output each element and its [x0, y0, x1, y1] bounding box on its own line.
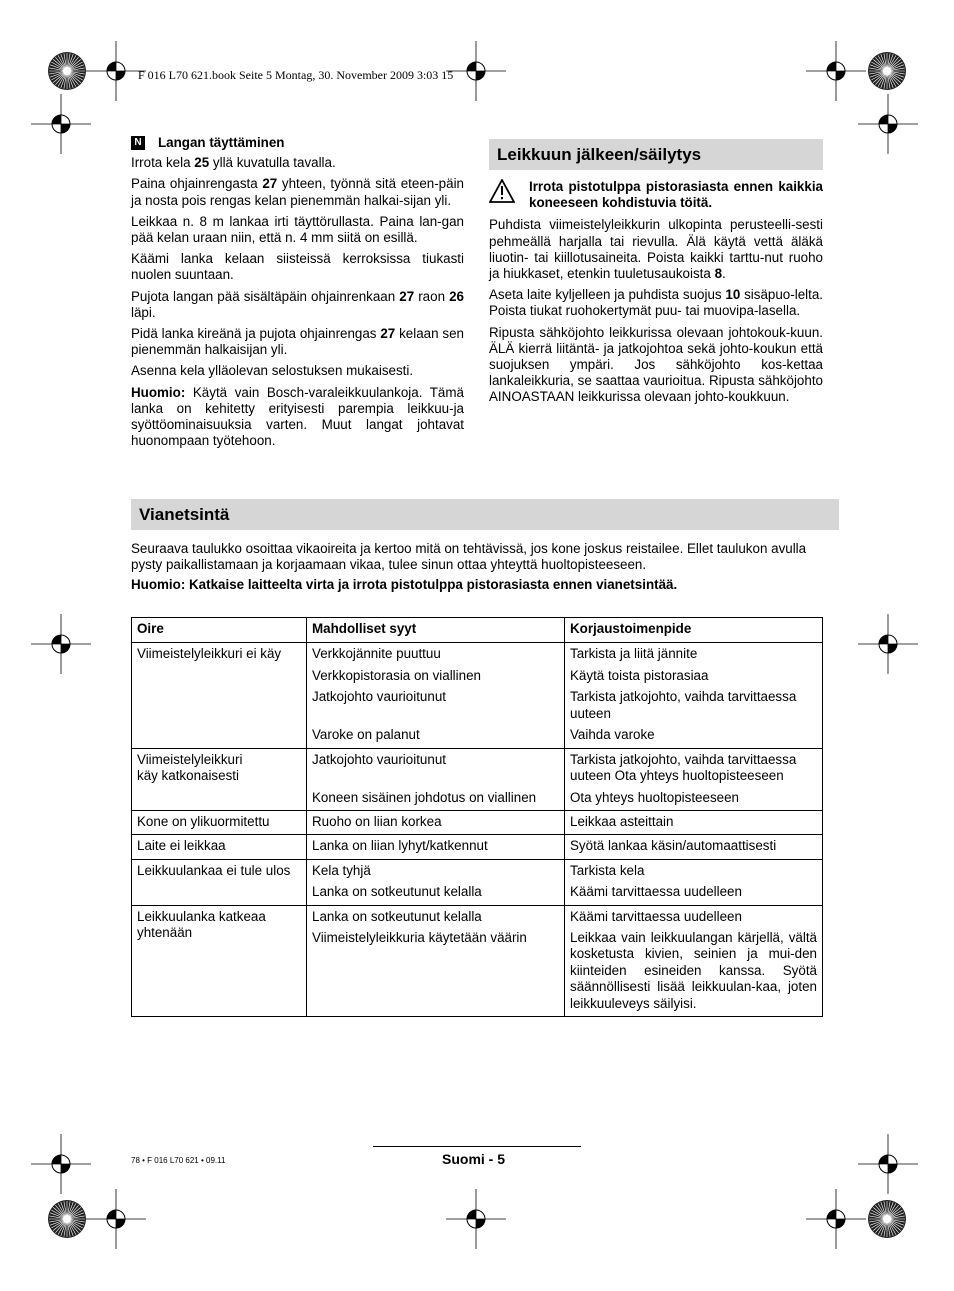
paragraph: [131, 385, 464, 450]
remedy-line: Tarkista kela: [570, 862, 645, 878]
text-run: Irrota kela: [131, 155, 195, 171]
page-number: Suomi - 5: [442, 1151, 506, 1167]
footer-rule: [373, 1146, 581, 1147]
cause-cell: [307, 643, 565, 748]
table-row: [132, 643, 823, 748]
warning-block: [489, 179, 823, 211]
crosshair-mark: [31, 1134, 91, 1194]
paragraph: [131, 363, 464, 379]
cause-line: Kela tyhjä: [312, 862, 371, 878]
table-header-row: [132, 618, 823, 643]
text-run: Asenna kela ylläolevan selostuksen mukaisesti.: [131, 363, 414, 379]
subheading: [131, 135, 464, 151]
text-run: Ripusta sähköjohto leikkurissa olevaan johtokouk-kuun. ÄLÄ kierrä liitäntä- ja jatkojohtoa sekä johto-koukun että suojuksen ympäri. Jos sähköjohto kos-kettaa lankaleikkuria, se saattaa vaurioitua. Ripusta sähköjohto AINOASTAAN leikkurissa olevaan johto-koukkuun.: [489, 324, 823, 405]
cause-line: Lanka on sotkeutunut kelalla: [312, 884, 482, 900]
remedy-line: Tarkista jatkojohto, vaihda tarvittaessa uuteen: [570, 689, 797, 721]
text-run: Aseta laite kyljelleen ja puhdista suojus: [489, 287, 726, 303]
cause-line: Verkkojännite puuttuu: [312, 646, 441, 662]
table-row: [132, 859, 823, 905]
cause-line: Koneen sisäinen johdotus on viallinen: [312, 789, 537, 805]
remedy-line: Käämi tarvittaessa uudelleen: [570, 884, 742, 900]
cause-line: Varoke on palanut: [312, 727, 420, 743]
remedy-line: Tarkista jatkojohto, vaihda tarvittaessa uuteen Ota yhteys huoltopisteeseen: [570, 751, 797, 784]
bold-ref: 27: [399, 288, 415, 304]
warning-text: Irrota pistotulppa pistorasiasta ennen kaikkia koneeseen kohdistuvia töitä.: [529, 179, 823, 211]
remedy-cell: [565, 643, 823, 748]
text-run: Käytä vain Bosch-varaleikkuulankoja. Tämä lanka on kehitetty erityisesti parempia leikkuu-ja syöttöominaisuuksia varten. Muut langat johtavat huonompaan työtehoon.: [131, 384, 464, 449]
remedy-line: Leikkaa asteittain: [570, 814, 674, 830]
table-row: [132, 811, 823, 835]
remedy-cell: [565, 811, 823, 835]
paragraph: [489, 287, 823, 319]
remedy-cell: [565, 859, 823, 905]
crosshair-mark: [86, 1189, 146, 1249]
symptom-cell: Leikkuulanka katkeaa yhtenään: [132, 905, 307, 1016]
subheading-text: Langan täyttäminen: [158, 135, 285, 150]
crosshair-mark: [31, 614, 91, 674]
text-run: raon: [414, 288, 450, 304]
symptom-cell: Leikkuulankaa ei tule ulos: [132, 859, 307, 905]
text-run: yhteen, työnnä sitä eteen-päin ja nosta pois rengas kelan pienemmän halkai-sijan yli.: [131, 176, 464, 208]
crosshair-mark: [446, 41, 506, 101]
paragraph: [131, 326, 464, 358]
register-target-icon: [47, 51, 87, 91]
symptom-cell: Laite ei leikkaa: [132, 835, 307, 859]
remedy-line: Käytä toista pistorasiaa: [570, 667, 709, 683]
warning-icon: [489, 179, 529, 211]
paragraph: [131, 289, 464, 321]
header-cell: Mahdolliset syyt: [307, 618, 565, 643]
symptom-cell: Viimeistelyleikkuri käy katkonaisesti: [132, 748, 307, 810]
text-run: Paina ohjainrengasta: [131, 176, 263, 192]
paragraphs: [489, 217, 823, 405]
troubleshooting-table: [131, 617, 823, 1017]
text-run: kelaan sen pienemmän halkaisijan yli.: [131, 326, 464, 358]
cause-cell: [307, 811, 565, 835]
text-run: Puhdista viimeistelyleikkurin ulkopinta perusteelli-sesti pehmeällä harjalla tai rievulla. Älä käytä vettä äläkä liuotin- tai kiillotusaineita. Poista kaikki tarttu-nut ruoho ja hiukkaset, etenkin tuuletusaukoista: [489, 217, 823, 282]
paragraph: [131, 214, 464, 246]
troubleshooting-intro: [131, 541, 823, 598]
text-run: Käämi lanka kelaan siisteissä kerroksissa tiukasti nuolen suuntaan.: [131, 251, 464, 283]
text-run: yllä kuvatulla tavalla.: [209, 155, 336, 171]
cause-cell: [307, 859, 565, 905]
bold-ref: 25: [194, 155, 210, 171]
cause-line: Verkkopistorasia on viallinen: [312, 667, 481, 683]
crosshair-mark: [858, 614, 918, 674]
remedy-line: Tarkista ja liitä jännite: [570, 646, 698, 662]
cause-line: Jatkojohto vaurioitunut: [312, 689, 446, 705]
bold-ref: 26: [449, 288, 464, 304]
crosshair-mark: [446, 1189, 506, 1249]
paragraph: [489, 217, 823, 282]
cause-line: Lanka on sotkeutunut kelalla: [312, 908, 482, 924]
bold-ref: 8: [714, 266, 723, 282]
bold-ref: 27: [262, 176, 278, 192]
text-run: .: [722, 266, 726, 282]
text-run: sisäpuo-lelta. Poista tiukat ruohokertymät puu- tai muovipa-lasella.: [489, 287, 824, 319]
remedy-line: Ota yhteys huoltopisteeseen: [570, 789, 739, 805]
paragraph: [131, 176, 464, 208]
table-row: [132, 748, 823, 810]
cause-cell: [307, 905, 565, 1016]
cause-line: Ruoho on liian korkea: [312, 814, 442, 830]
text-run: Pujota langan pää sisältäpäin ohjainrenkaan: [131, 288, 400, 304]
bold-ref: 10: [725, 287, 741, 303]
print-code: 78 • F 016 L70 621 • 09.11: [131, 1156, 226, 1165]
cause-cell: [307, 835, 565, 859]
remedy-cell: [565, 835, 823, 859]
remedy-cell: [565, 748, 823, 810]
paragraph: [131, 155, 464, 171]
table-row: [132, 835, 823, 859]
crosshair-mark: [806, 1189, 866, 1249]
symptom-cell: Viimeistelyleikkuri ei käy: [132, 643, 307, 748]
paragraph: [131, 251, 464, 283]
text-run: Leikkaa n. 8 m lankaa irti täyttörullasta. Paina lan-gan pää kelan uraan niin, että n. 4 mm siitä on esillä.: [131, 213, 464, 246]
register-target-icon: [867, 1199, 907, 1239]
section-title: Leikkuun jälkeen/säilytys: [489, 139, 823, 170]
troubleshooting-title: Vianetsintä: [131, 499, 839, 530]
register-target-icon: [47, 1199, 87, 1239]
crosshair-mark: [858, 94, 918, 154]
thread-refill-section: [131, 135, 464, 454]
section-marker: N: [131, 136, 145, 150]
cause-line: Lanka on liian lyhyt/katkennut: [312, 838, 488, 854]
after-use-section: [489, 139, 823, 411]
cause-line: Viimeistelyleikkuria käytetään väärin: [312, 930, 527, 946]
cause-line: Jatkojohto vaurioitunut: [312, 751, 446, 767]
crosshair-mark: [31, 94, 91, 154]
bold-ref: Huomio:: [131, 384, 186, 400]
remedy-line: Leikkaa vain leikkuulangan kärjellä, vältä kosketusta kivien, seinien ja mui-den kiinteiden esineiden kanssa. Syötä säännöllisesti lisää leikkuulan-kaa, joten leikkuuleveys säilyisi.: [570, 930, 817, 1011]
register-target-icon: [867, 51, 907, 91]
crosshair-mark: [806, 41, 866, 101]
table-row: [132, 905, 823, 1016]
crosshair-mark: [86, 41, 146, 101]
paragraphs: [131, 155, 464, 449]
text-run: Pidä lanka kireänä ja pujota ohjainrengas: [131, 326, 381, 342]
remedy-cell: [565, 905, 823, 1016]
symptom-cell: Kone on ylikuormitettu: [132, 811, 307, 835]
note-text: Huomio: Katkaise laitteelta virta ja irrota pistotulppa pistorasiasta ennen vianetsintää.: [131, 577, 678, 593]
crosshair-mark: [858, 1134, 918, 1194]
header-cell: Korjaustoimenpide: [565, 618, 823, 643]
bold-ref: 27: [380, 326, 396, 342]
text-run: läpi.: [131, 304, 156, 320]
header-cell: Oire: [132, 618, 307, 643]
intro-text: Seuraava taulukko osoittaa vikaoireita ja kertoo mitä on tehtävissä, jos kone joskus reistailee. Ellet taulukon avulla pysty paikallistamaan ja korjaamaan vikaa, tulee sinun ottaa yhteyttä huoltopisteeseen.: [131, 541, 807, 573]
remedy-line: Vaihda varoke: [570, 727, 655, 743]
remedy-line: Käämi tarvittaessa uudelleen: [570, 908, 742, 924]
remedy-line: Syötä lankaa käsin/automaattisesti: [570, 838, 777, 854]
cause-cell: [307, 748, 565, 810]
paragraph: [489, 325, 823, 406]
print-header: F 016 L70 621.book Seite 5 Montag, 30. November 2009 3:03 15: [138, 68, 454, 82]
